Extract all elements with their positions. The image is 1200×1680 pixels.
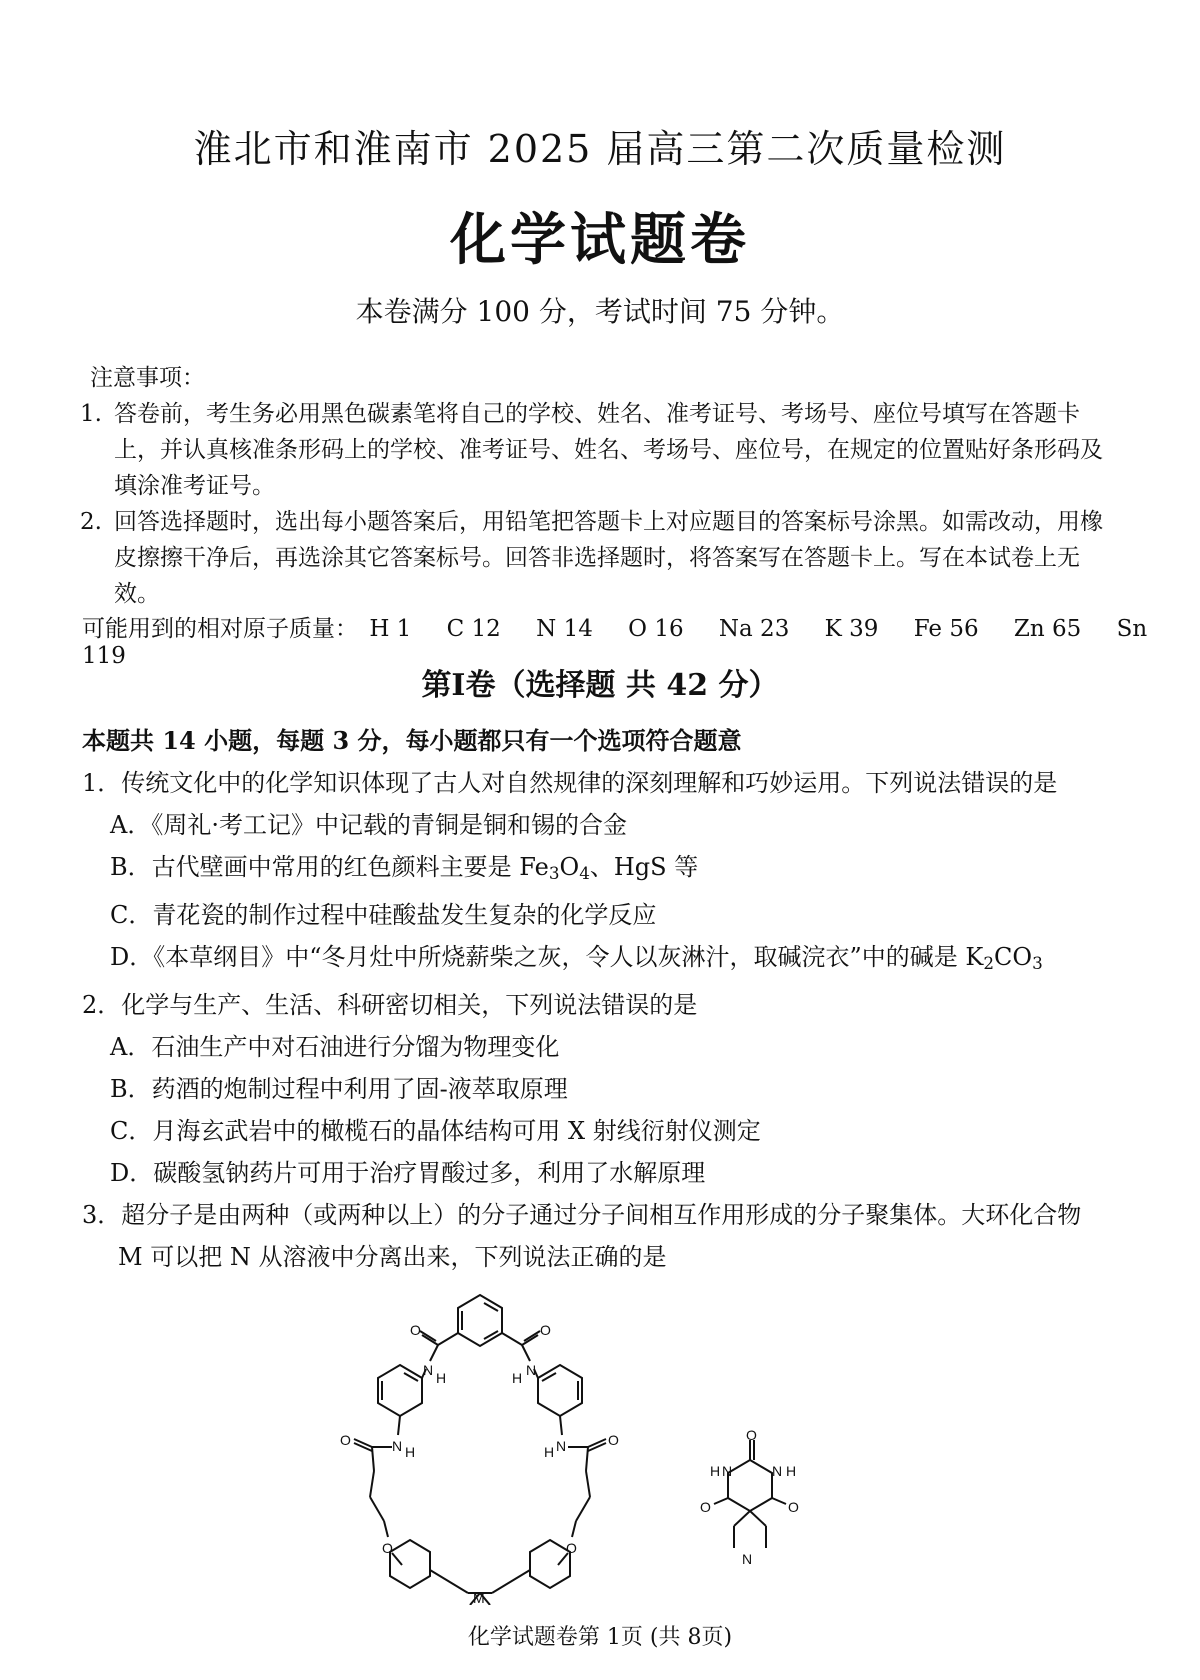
atom-label: H <box>436 1370 447 1386</box>
atomic-mass-item: C 12 <box>446 616 501 642</box>
atom-label: H <box>544 1444 555 1460</box>
exam-title: 淮北市和淮南市 2025 届高三第二次质量检测 <box>193 127 1007 171</box>
atomic-mass-item: N 14 <box>536 616 593 642</box>
notice-heading: 注意事项： <box>90 365 205 391</box>
atom-label: O <box>566 1540 577 1556</box>
subject-title: 化学试题卷 <box>450 207 750 273</box>
notice-item-number: 2. <box>80 509 102 535</box>
score-line: 本卷满分 100 分，考试时间 75 分钟。 <box>355 295 845 328</box>
atom-label: N <box>526 1362 537 1378</box>
atom-label: H <box>786 1463 797 1479</box>
question-1-option-c: C．青花瓷的制作过程中硅酸盐发生复杂的化学反应 <box>110 901 657 930</box>
atomic-mass-item: Sn 119 <box>82 616 1148 669</box>
question-1-option-a: A．《周礼·考工记》中记载的青铜是铜和锡的合金 <box>110 811 627 839</box>
atom-label: O <box>540 1322 551 1338</box>
atom-label: H <box>512 1370 523 1386</box>
section-instruction: 本题共 14 小题，每题 3 分，每小题都只有一个选项符合题意 <box>82 726 742 755</box>
atom-label: N <box>423 1362 434 1378</box>
atom-label: O <box>382 1540 393 1556</box>
notice-item-number: 1. <box>80 401 102 427</box>
notice-item <box>80 504 1120 612</box>
question-3-stem: 3．超分子是由两种（或两种以上）的分子通过分子间相互作用形成的分子聚集体。大环化合物 <box>82 1201 1082 1230</box>
question-3-stem-cont: M 可以把 N 从溶液中分离出来，下列说法正确的是 <box>118 1243 667 1272</box>
page-footer: 化学试题卷第 1页 (共 8页) <box>467 1625 733 1650</box>
atom-label: N <box>556 1438 567 1454</box>
molecule-n-label: N <box>742 1551 753 1567</box>
question-1-option-d <box>110 936 1132 984</box>
atomic-mass-item: Zn 65 <box>1013 616 1082 642</box>
option-b-text: O <box>559 853 580 881</box>
question-1-option-b <box>110 846 1132 894</box>
atomic-mass-item: Na 23 <box>718 616 790 642</box>
question-2-option-b: B．药酒的炮制过程中利用了固-液萃取原理 <box>110 1075 568 1104</box>
molecule-n-structure <box>690 1430 810 1570</box>
atom-label: N <box>722 1463 733 1479</box>
notice-block <box>80 360 1120 612</box>
atom-label: H <box>405 1444 416 1460</box>
question-2-option-d: D．碳酸氢钠药片可用于治疗胃酸过多，利用了水解原理 <box>110 1159 706 1188</box>
notice-item <box>80 396 1120 504</box>
option-d-text: CO <box>994 943 1033 972</box>
option-b-text: 、HgS 等 <box>589 853 699 881</box>
atomic-masses-label: 可能用到的相对原子质量： <box>82 616 358 642</box>
notice-item-text: 回答选择题时，选出每小题答案后，用铅笔把答题卡上对应题目的答案标号涂黑。如需改动，用橡皮擦擦干净后，再选涂其它答案标号。回答非选择题时，将答案写在答题卡上。写在本试卷上无效。 <box>114 509 1103 607</box>
question-2-option-a: A．石油生产中对石油进行分馏为物理变化 <box>110 1033 560 1062</box>
questions-block <box>82 720 1132 1278</box>
atom-label: N <box>392 1438 403 1454</box>
atomic-mass-item: K 39 <box>824 616 879 642</box>
subscript: 3 <box>548 863 560 884</box>
atom-label: N <box>772 1463 783 1479</box>
atom-label: O <box>788 1499 799 1515</box>
option-d-text: D．《本草纲目》中“冬月灶中所烧薪柴之灰，令人以灰淋汁，取碱浣衣”中的碱是 K <box>110 943 984 972</box>
atomic-mass-item: Fe 56 <box>913 616 979 642</box>
question-1-stem: 1．传统文化中的化学知识体现了古人对自然规律的深刻理解和巧妙运用。下列说法错误的是 <box>82 769 1058 797</box>
atom-label: H <box>710 1463 721 1479</box>
atom-label: O <box>410 1322 421 1338</box>
molecule-m-label: M <box>473 1590 485 1605</box>
section-title: 第Ⅰ卷（选择题 共 42 分） <box>421 668 779 703</box>
option-b-text: B．古代壁画中常用的红色颜料主要是 Fe <box>110 853 549 881</box>
atomic-mass-item: O 16 <box>628 616 684 642</box>
atom-label: O <box>746 1430 757 1443</box>
subscript: 4 <box>579 863 590 884</box>
macrocycle-m-structure <box>330 1275 630 1605</box>
atomic-mass-item: H 1 <box>369 616 412 642</box>
question-2-stem: 2．化学与生产、生活、科研密切相关，下列说法错误的是 <box>82 991 698 1020</box>
subscript: 2 <box>983 953 995 974</box>
atom-label: O <box>340 1432 351 1448</box>
atom-label: O <box>700 1499 711 1515</box>
subscript: 3 <box>1032 953 1043 974</box>
atom-label: O <box>608 1432 619 1448</box>
question-2-option-c: C．月海玄武岩中的橄榄石的晶体结构可用 X 射线衍射仪测定 <box>110 1117 761 1146</box>
notice-item-text: 答卷前，考生务必用黑色碳素笔将自己的学校、姓名、准考证号、考场号、座位号填写在答题卡上，并认真核准条形码上的学校、准考证号、姓名、考场号、座位号，在规定的位置贴好条形码及填涂准考证号。 <box>114 401 1103 499</box>
